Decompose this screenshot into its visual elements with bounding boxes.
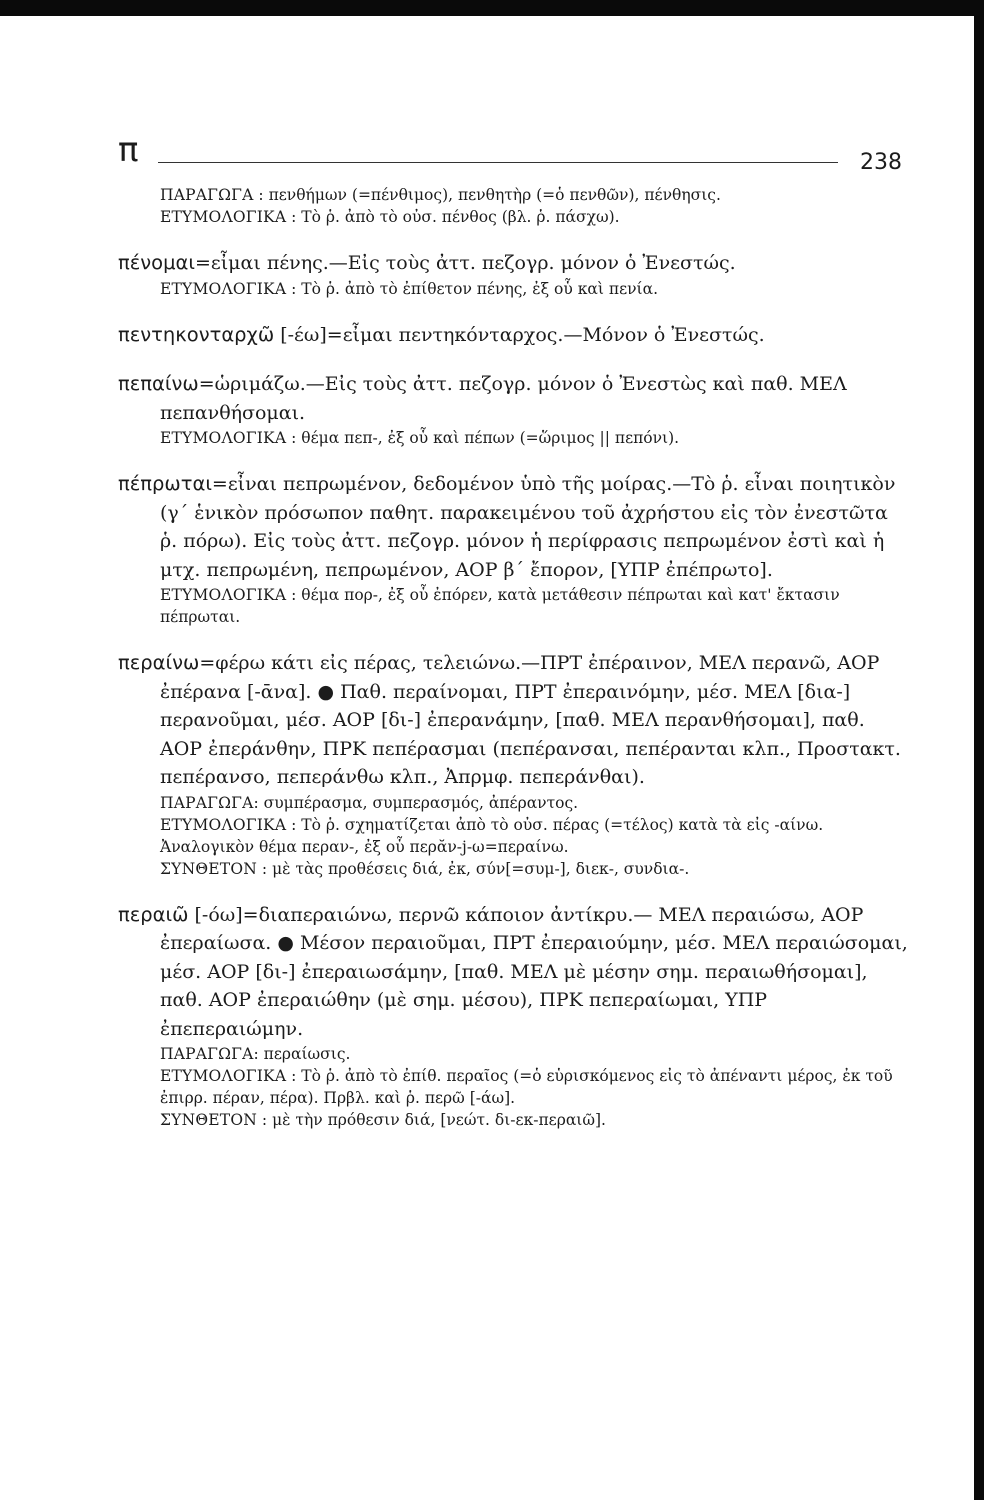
label-separator: : [256,859,273,878]
subsection-text: πενθήμων (=πένθιμος), πενθητὴρ (=ὁ πενθῶν), πένθησις. [268,186,721,204]
entry-gap [118,349,908,370]
entry-subsection [118,1109,908,1131]
entry-subsection [118,1065,908,1109]
entry-subsection [118,184,908,206]
subsection-text: Τὸ ῥ. ἀπὸ τὸ οὐσ. πένθος (βλ. ῥ. πάσχω). [301,208,620,226]
page-number: 238 [860,150,902,175]
section-letter: π [118,130,139,170]
label-separator: : [286,429,302,447]
entry-gap [118,300,908,321]
subsection-label: ΣΥΝΘΕΤΟΝ [160,859,257,878]
entry-gap [118,228,908,249]
entry-subsection [118,206,908,228]
dictionary-entry [118,370,908,427]
scan-edge-top [0,0,984,16]
label-separator: : [286,279,302,298]
entry-gap [118,449,908,470]
entry-lemma: πέπρωται [118,472,212,495]
entry-gap [118,628,908,649]
header-rule [158,162,838,163]
entry-lemma: πένομαι [118,251,195,274]
entry-lemma: πεπαίνω [118,372,199,395]
subsection-text: Τὸ ῥ. ἀπὸ τὸ ἐπίθετον πένης, ἐξ οὗ καὶ πενία. [301,279,659,298]
label-separator: : [286,586,302,604]
entry-definition: [-όω]=διαπεραιώνω, περνῶ κάποιον ἀντίκρυ.— ΜΕΛ περαιώσω, ΑΟΡ ἐπεραίωσα. ● Μέσον περαιοῦμαι, ΠΡΤ ἐπεραιούμην, μέσ. ΜΕΛ περαιώσομαι, μέσ. ΑΟΡ [δι-] ἐπεραιωσάμην, [παθ. ΜΕΛ μὲ μέσην σημ. περαιωθήσομαι], παθ. ΑΟΡ ἐπεραιώθην (μὲ σημ. μέσου), ΠΡΚ πεπεραίωμαι, ΥΠΡ ἐπεπεραιώμην. [160,903,908,1040]
subsection-label: ΕΤΥΜΟΛΟΓΙΚΑ [160,586,287,604]
subsection-label: ΕΤΥΜΟΛΟΓΙΚΑ [160,815,287,834]
entry-lemma: περαίνω [118,651,200,674]
subsection-label: ΣΥΝΘΕΤΟΝ [160,1111,257,1129]
subsection-text: μὲ τὴν πρόθεσιν διά, [νεώτ. δι-εκ-περαιῶ]. [272,1111,606,1129]
subsection-text: θέμα πορ-, ἐξ οὗ ἐπόρεν, κατὰ μετάθεσιν πέπρωται καὶ κατ' ἔκτασιν πέπρωται. [160,586,840,626]
subsection-label: ΕΤΥΜΟΛΟΓΙΚΑ [160,429,287,447]
subsection-label: ΠΑΡΑΓΩΓΑ [160,186,254,204]
entries-column [118,184,908,1131]
subsection-text: Τὸ ῥ. ἀπὸ τὸ ἐπίθ. περαῖος (=ὁ εὑρισκόμενος εἰς τὸ ἀπέναντι μέρος, ἐκ τοῦ ἐπιρρ. πέραν, πέρα). Πρβλ. καὶ ῥ. περῶ [-άω]. [160,1067,893,1107]
dictionary-entry [118,470,908,584]
dictionary-entry [118,901,908,1044]
entry-subsection [118,1043,908,1065]
subsection-text: θέμα πεπ-, ἐξ οὗ καὶ πέπων (=ὥριμος || πεπόνι). [301,429,680,447]
scan-edge-right [974,0,984,1500]
entry-definition: =φέρω κάτι εἰς πέρας, τελειώνω.—ΠΡΤ ἐπέραινον, ΜΕΛ περανῶ, ΑΟΡ ἐπέρανα [-ᾱνα]. ● Παθ. περαίνομαι, ΠΡΤ ἐπεραινόμην, μέσ. ΜΕΛ [δια-] περανοῦμαι, μέσ. ΑΟΡ [δι-] ἐπερανάμην, [παθ. ΜΕΛ περανθήσομαι], παθ. ΑΟΡ ἐπεράνθην, ΠΡΚ πεπέρασμαι (πεπέρανσαι, πεπέρανται κλπ., Προστακτ. πεπέρανσο, πεπεράνθω κλπ., Ἀπρμφ. πεπεράνθαι). [160,652,901,788]
entry-definition: [-έω]=εἶμαι πεντηκόνταρχος.—Μόνον ὁ Ἐνεστώς. [274,323,765,346]
entry-lemma: περαιῶ [118,902,189,926]
subsection-text: συμπέρασμα, συμπερασμός, ἀπέραντος. [263,793,579,812]
entry-subsection [118,278,908,300]
entry-lemma: πεντηκονταρχῶ [118,322,275,346]
dictionary-entry [118,649,908,792]
subsection-label: ΕΤΥΜΟΛΟΓΙΚΑ [160,1067,287,1085]
subsection-label: ΠΑΡΑΓΩΓΑ [160,793,254,812]
running-header [118,128,908,184]
label-separator: : [286,815,302,834]
label-separator: : [253,793,264,812]
entry-definition: =εἶναι πεπρωμένον, δεδομένον ὑπὸ τῆς μοίρας.—Τὸ ῥ. εἶναι ποιητικὸν (γ΄ ἑνικὸν πρόσωπον παθητ. παρακειμένου τοῦ ἀχρήστου εἰς τὸν ἐνεστῶτα ῥ. πόρω). Εἰς τοὺς ἀττ. πεζογρ. μόνον ἡ περίφρασις πεπρωμένον ἐστὶ καὶ ἡ μτχ. πεπρωμένη, πεπρωμένον, ΑΟΡ β΄ ἔπορον, [ΥΠΡ ἐπέπρωτο]. [160,473,896,581]
entry-subsection [118,858,908,880]
label-separator: : [286,208,302,226]
label-separator: : [253,1045,264,1063]
subsection-label: ΠΑΡΑΓΩΓΑ [160,1045,254,1063]
dictionary-entry [118,321,908,350]
label-separator: : [256,1111,273,1129]
entry-definition: =εἶμαι πένης.—Εἰς τοὺς ἀττ. πεζογρ. μόνον ὁ Ἐνεστώς. [194,252,736,274]
subsection-text: μὲ τὰς προθέσεις διά, ἐκ, σύν[=συμ-], διεκ-, συνδια-. [272,859,690,878]
entry-subsection [118,814,908,858]
subsection-label: ΕΤΥΜΟΛΟΓΙΚΑ [160,208,287,226]
dictionary-page [118,128,908,1488]
subsection-text: περαίωσις. [263,1045,351,1063]
entry-subsection [118,792,908,814]
dictionary-entry [118,249,908,278]
entry-subsection [118,427,908,449]
label-separator: : [286,1067,302,1085]
subsection-label: ΕΤΥΜΟΛΟΓΙΚΑ [160,279,287,298]
subsection-text: Τὸ ῥ. σχηματίζεται ἀπὸ τὸ οὐσ. πέρας (=τέλος) κατὰ τὰ εἰς -αίνω. Ἀναλογικὸν θέμα περαν-, ἐξ οὗ περᾰν-j-ω=περαίνω. [160,815,824,856]
entry-gap [118,880,908,901]
label-separator: : [253,186,269,204]
entry-definition: =ὡριμάζω.—Εἰς τοὺς ἀττ. πεζογρ. μόνον ὁ Ἐνεστὼς καὶ παθ. ΜΕΛ πεπανθήσομαι. [160,373,847,424]
entry-subsection [118,584,908,628]
